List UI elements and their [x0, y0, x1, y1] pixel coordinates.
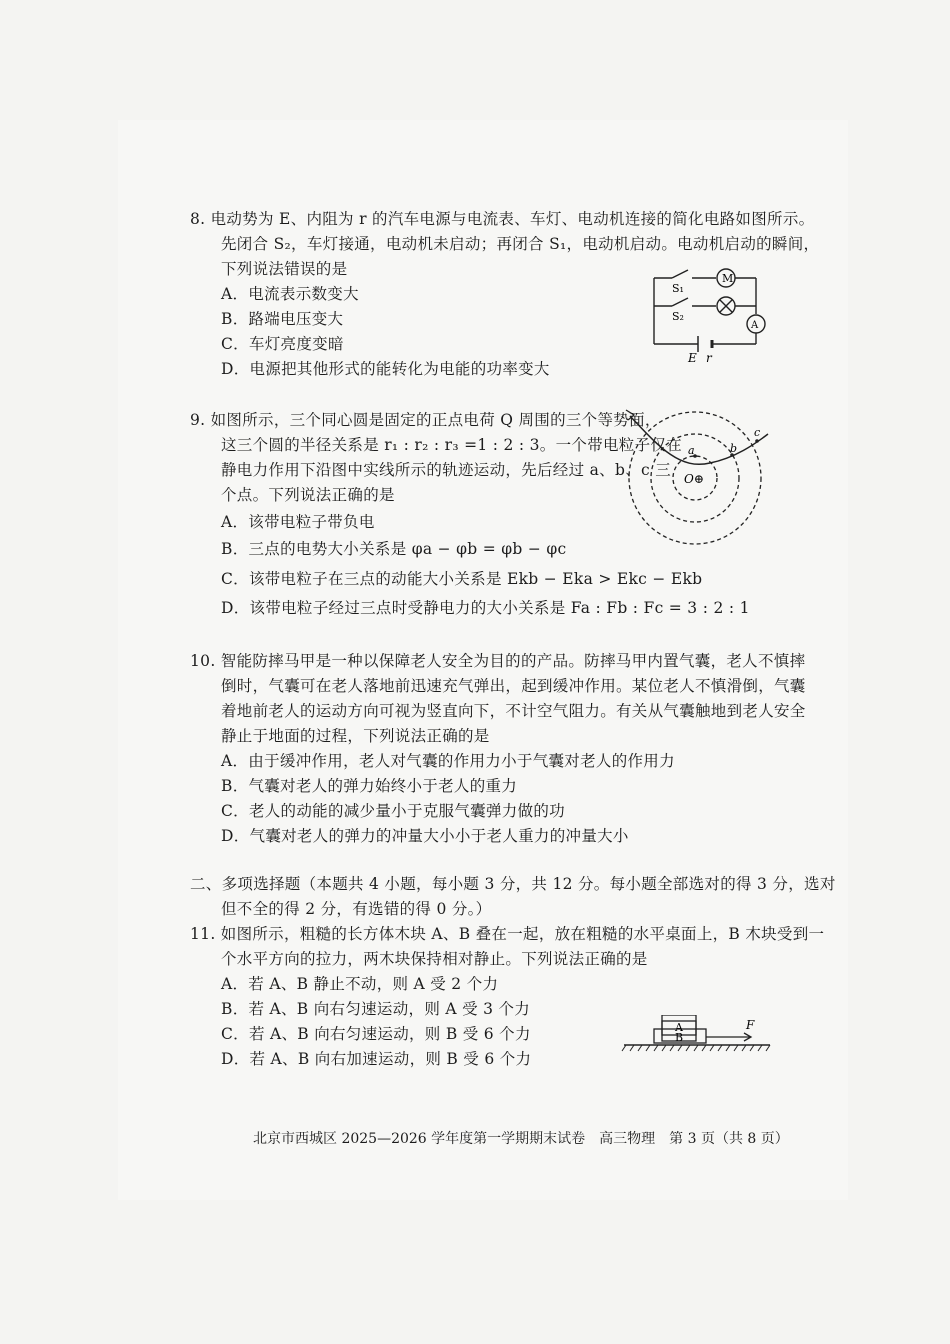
q9-stem-line-3: 静电力作用下沿图中实线所示的轨迹运动，先后经过 a、b、c 三	[221, 461, 671, 479]
center-charge-label: O⊕	[684, 472, 704, 486]
q10-stem-line-1: 10. 智能防摔马甲是一种以保障老人安全为目的的产品。防摔马甲内置气囊，老人不慎摔	[190, 652, 806, 670]
page-footer: 北京市西城区 2025—2026 学年度第一学期期末试卷 高三物理 第 3 页（共 8 页）	[253, 1131, 789, 1147]
q8-option-a: A．电流表示数变大	[221, 285, 359, 303]
q8-circuit-diagram	[640, 260, 780, 365]
q10-option-d: D．气囊对老人的弹力的冲量大小小于老人重力的冲量大小	[221, 827, 629, 845]
q9-equipotential-diagram	[620, 398, 780, 558]
q8-option-b: B．路端电压变大	[221, 310, 344, 328]
q10-option-c: C．老人的动能的减少量小于克服气囊弹力做的功	[221, 802, 565, 820]
block-a-label: A	[675, 1021, 683, 1034]
q10-stem-line-4: 静止于地面的过程，下列说法正确的是	[221, 727, 490, 745]
q8-option-d: D．电源把其他形式的能转化为电能的功率变大	[221, 360, 550, 378]
q11-option-a: A．若 A、B 静止不动，则 A 受 2 个力	[221, 975, 499, 993]
resistance-label: r	[706, 351, 712, 365]
q9-stem-line-2: 这三个圆的半径关系是 r₁ : r₂ : r₃ =1 : 2 : 3。一个带电粒子仅在	[221, 436, 683, 454]
block-b-label: B	[675, 1031, 684, 1044]
section2-heading-line-2: 但不全的得 2 分，有选错的得 0 分。）	[221, 900, 492, 918]
q11-option-b: B．若 A、B 向右匀速运动，则 A 受 3 个力	[221, 1000, 531, 1018]
q9-option-a: A．该带电粒子带负电	[221, 513, 375, 531]
q9-stem-line-1: 9. 如图所示，三个同心圆是固定的正点电荷 Q 周围的三个等势面，	[190, 411, 661, 429]
q11-stem-line-1: 11. 如图所示，粗糙的长方体木块 A、B 叠在一起，放在粗糙的水平桌面上，B 木块受到一	[190, 925, 825, 943]
q9-stem-line-4: 个点。下列说法正确的是	[221, 486, 395, 504]
ammeter-label: A	[751, 320, 759, 331]
q9-option-b: B．三点的电势大小关系是 φa − φb = φb − φc	[221, 540, 567, 558]
q10-stem-line-3: 着地前老人的运动方向可视为竖直向下，不计空气阻力。有关从气囊触地到老人安全	[221, 702, 806, 720]
section2-heading-line-1: 二、多项选择题（本题共 4 小题，每小题 3 分，共 12 分。每小题全部选对的得 3 分，选对	[190, 875, 836, 893]
force-f-label: F	[746, 1018, 755, 1032]
q8-stem-line-2: 先闭合 S₂，车灯接通，电动机未启动；再闭合 S₁，电动机启动。电动机启动的瞬间，	[221, 235, 820, 253]
point-a-label: a	[688, 444, 695, 457]
q10-option-a: A．由于缓冲作用，老人对气囊的作用力小于气囊对老人的作用力	[221, 752, 675, 770]
q9-option-c: C．该带电粒子在三点的动能大小关系是 Ekb − Eka > Ekc − Ekb	[221, 570, 703, 588]
q8-stem-line-1: 8. 电动势为 E、内阻为 r 的汽车电源与电流表、车灯、电动机连接的简化电路如图所示。	[190, 210, 815, 228]
q8-stem-line-3: 下列说法错误的是	[221, 260, 348, 278]
q9-option-d: D．该带电粒子经过三点时受静电力的大小关系是 Fa : Fb : Fc = 3 : 2 : 1	[221, 599, 750, 617]
q10-option-b: B．气囊对老人的弹力始终小于老人的重力	[221, 777, 518, 795]
q10-stem-line-2: 倒时，气囊可在老人落地前迅速充气弹出，起到缓冲作用。某位老人不慎滑倒，气囊	[221, 677, 806, 695]
switch-s1-label: S₁	[672, 282, 684, 295]
q11-option-c: C．若 A、B 向右匀速运动，则 B 受 6 个力	[221, 1025, 531, 1043]
q8-option-c: C．车灯亮度变暗	[221, 335, 344, 353]
motor-label: M	[722, 272, 734, 285]
emf-label: E	[688, 351, 697, 365]
q11-blocks-diagram	[620, 1015, 780, 1055]
switch-s2-label: S₂	[672, 310, 684, 323]
point-c-label: c	[754, 426, 761, 439]
point-b-label: b	[730, 442, 738, 455]
q11-stem-line-2: 个水平方向的拉力，两木块保持相对静止。下列说法正确的是	[221, 950, 648, 968]
q11-option-d: D．若 A、B 向右加速运动，则 B 受 6 个力	[221, 1050, 532, 1068]
